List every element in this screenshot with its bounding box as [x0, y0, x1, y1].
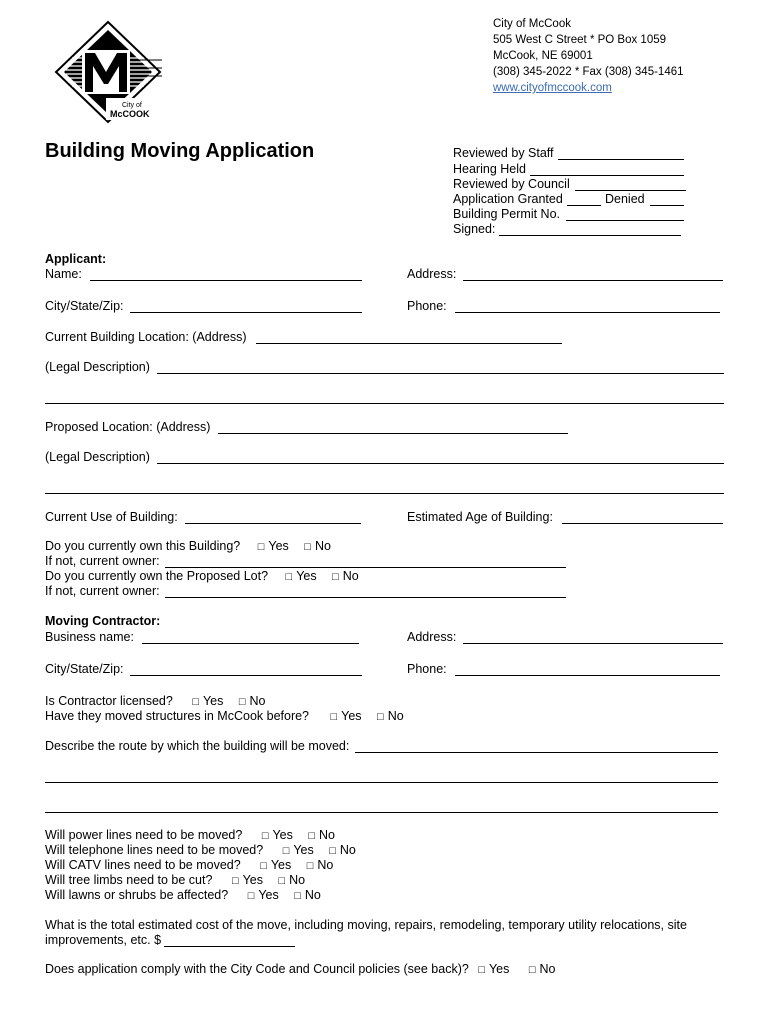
checkbox-icon: □: [278, 875, 286, 887]
applicant-heading: Applicant:: [45, 252, 107, 266]
applicant-name-label: Name:: [45, 267, 82, 281]
current-location-label: Current Building Location: (Address): [45, 330, 247, 344]
catv-label: Will CATV lines need to be moved?: [45, 858, 241, 872]
licensed-label: Is Contractor licensed?: [45, 694, 173, 708]
own-building-yes[interactable]: □ Yes: [257, 539, 289, 553]
city-contact-block: [493, 16, 684, 96]
own-lot-yes[interactable]: □ Yes: [285, 569, 317, 583]
council-field[interactable]: [575, 190, 686, 191]
contractor-heading: Moving Contractor:: [45, 614, 161, 628]
lawns-row: [45, 888, 321, 904]
catv-no[interactable]: □ No: [306, 858, 334, 872]
applicant-address-label: Address:: [407, 267, 457, 281]
checkbox-icon: □: [377, 711, 384, 723]
comply-row: [45, 962, 556, 978]
contractor-phone-field[interactable]: [455, 675, 720, 676]
moved-before-yes[interactable]: □ Yes: [330, 709, 362, 723]
comply-yes[interactable]: □ Yes: [478, 962, 510, 976]
hearing-field[interactable]: [530, 175, 684, 176]
granted-label: Application Granted: [453, 192, 563, 206]
denied-label: Denied: [605, 192, 645, 206]
granted-field[interactable]: [567, 205, 601, 206]
checkbox-icon: □: [294, 890, 301, 902]
checkbox-icon: □: [308, 830, 316, 842]
reviewed-staff-label: Reviewed by Staff: [453, 146, 554, 160]
checkbox-icon: □: [306, 860, 314, 872]
legal-desc-1-field[interactable]: [157, 373, 724, 374]
permit-field[interactable]: [566, 220, 684, 221]
signed-field[interactable]: [499, 235, 681, 236]
business-name-label: Business name:: [45, 630, 134, 644]
contractor-csz-label: City/State/Zip:: [45, 662, 124, 676]
catv-yes[interactable]: □ Yes: [260, 858, 292, 872]
city-website-link[interactable]: www.cityofmccook.com: [493, 82, 612, 94]
denied-field[interactable]: [650, 205, 684, 206]
est-age-label: Estimated Age of Building:: [407, 510, 553, 524]
own-lot-label: Do you currently own the Proposed Lot?: [45, 569, 269, 583]
current-owner-1-field[interactable]: [165, 567, 566, 568]
checkbox-icon: □: [247, 890, 255, 902]
trees-yes[interactable]: □ Yes: [231, 873, 263, 887]
current-location-field[interactable]: [256, 343, 562, 344]
council-label: Reviewed by Council: [453, 177, 570, 191]
comply-no[interactable]: □ No: [528, 962, 556, 976]
applicant-name-field[interactable]: [90, 280, 362, 281]
lawns-label: Will lawns or shrubs be affected?: [45, 888, 229, 902]
business-name-field[interactable]: [142, 643, 359, 644]
hearing-label: Hearing Held: [453, 162, 526, 176]
checkbox-icon: □: [285, 571, 293, 583]
cost-label-line-1: What is the total estimated cost of the move, including moving, repairs, remodeling, temporary utility relocations, site: [45, 918, 687, 932]
checkbox-icon: □: [478, 964, 485, 976]
applicant-csz-label: City/State/Zip:: [45, 299, 124, 313]
legal-desc-2-field-2[interactable]: [45, 493, 724, 494]
cost-field[interactable]: [164, 946, 295, 947]
power-row: [45, 828, 335, 844]
checkbox-icon: □: [329, 845, 336, 857]
cost-label-line-2: improvements, etc. $: [45, 933, 162, 947]
lawns-yes[interactable]: □ Yes: [247, 888, 279, 902]
licensed-no[interactable]: □ No: [238, 694, 266, 708]
route-field-2[interactable]: [45, 782, 718, 783]
proposed-location-label: Proposed Location: (Address): [45, 420, 211, 434]
current-use-field[interactable]: [185, 523, 361, 524]
licensed-row: [45, 694, 266, 710]
telephone-no[interactable]: □ No: [329, 843, 356, 857]
licensed-yes[interactable]: □ Yes: [192, 694, 224, 708]
own-building-row: [45, 539, 331, 555]
proposed-location-field[interactable]: [218, 433, 568, 434]
comply-label: Does application comply with the City Code and Council policies (see back)?: [45, 962, 469, 976]
applicant-phone-label: Phone:: [407, 299, 447, 313]
checkbox-icon: □: [330, 711, 338, 723]
city-phone: (308) 345-2022 * Fax (308) 345-1461: [493, 66, 684, 78]
contractor-csz-field[interactable]: [130, 675, 362, 676]
permit-label: Building Permit No.: [453, 207, 560, 221]
checkbox-icon: □: [260, 860, 267, 872]
current-owner-2-label: If not, current owner:: [45, 584, 160, 598]
current-use-label: Current Use of Building:: [45, 510, 178, 524]
legal-desc-1-field-2[interactable]: [45, 403, 724, 404]
trees-no[interactable]: □ No: [278, 873, 306, 887]
trees-row: [45, 873, 305, 889]
own-lot-row: [45, 569, 359, 585]
city-name: City of McCook: [493, 18, 571, 30]
telephone-yes[interactable]: □ Yes: [282, 843, 314, 857]
logo-mccook: McCOOK: [110, 109, 150, 119]
checkbox-icon: □: [231, 875, 239, 887]
est-age-field[interactable]: [562, 523, 723, 524]
applicant-csz-field[interactable]: [130, 312, 362, 313]
telephone-row: [45, 843, 356, 859]
moved-before-no[interactable]: □ No: [377, 709, 404, 723]
checkbox-icon: □: [257, 541, 265, 553]
moved-before-row: [45, 709, 404, 725]
power-label: Will power lines need to be moved?: [45, 828, 243, 842]
lawns-no[interactable]: □ No: [294, 888, 321, 902]
checkbox-icon: □: [238, 696, 246, 708]
contractor-address-label: Address:: [407, 630, 457, 644]
route-field-3[interactable]: [45, 812, 718, 813]
legal-desc-2-field[interactable]: [157, 463, 724, 464]
contractor-address-field[interactable]: [463, 643, 723, 644]
own-lot-no[interactable]: □ No: [332, 569, 359, 583]
contractor-phone-label: Phone:: [407, 662, 447, 676]
checkbox-icon: □: [282, 845, 290, 857]
current-owner-2-field[interactable]: [165, 597, 566, 598]
own-building-no[interactable]: □ No: [304, 539, 331, 553]
applicant-address-field[interactable]: [463, 280, 723, 281]
legal-desc-2-label: (Legal Description): [45, 450, 150, 464]
city-logo: [52, 20, 164, 124]
current-owner-1-label: If not, current owner:: [45, 554, 160, 568]
reviewed-staff-field[interactable]: [558, 159, 684, 160]
own-building-label: Do you currently own this Building?: [45, 539, 241, 553]
telephone-label: Will telephone lines need to be moved?: [45, 843, 264, 857]
route-field[interactable]: [355, 752, 718, 753]
trees-label: Will tree limbs need to be cut?: [45, 873, 213, 887]
city-citystate: McCook, NE 69001: [493, 50, 593, 62]
city-street: 505 West C Street * PO Box 1059: [493, 34, 667, 46]
route-label: Describe the route by which the building will be moved:: [45, 739, 350, 753]
checkbox-icon: □: [332, 571, 339, 583]
checkbox-icon: □: [528, 964, 536, 976]
moved-before-label: Have they moved structures in McCook before?: [45, 709, 310, 723]
checkbox-icon: □: [304, 541, 311, 553]
legal-desc-1-label: (Legal Description): [45, 360, 150, 374]
power-yes[interactable]: □ Yes: [261, 828, 293, 842]
applicant-phone-field[interactable]: [455, 312, 720, 313]
checkbox-icon: □: [261, 830, 269, 842]
page-title: Building Moving Application: [45, 140, 315, 162]
power-no[interactable]: □ No: [308, 828, 335, 842]
logo-city-of: City of: [122, 102, 142, 109]
checkbox-icon: □: [192, 696, 199, 708]
catv-row: [45, 858, 333, 874]
signed-label: Signed:: [453, 222, 496, 236]
